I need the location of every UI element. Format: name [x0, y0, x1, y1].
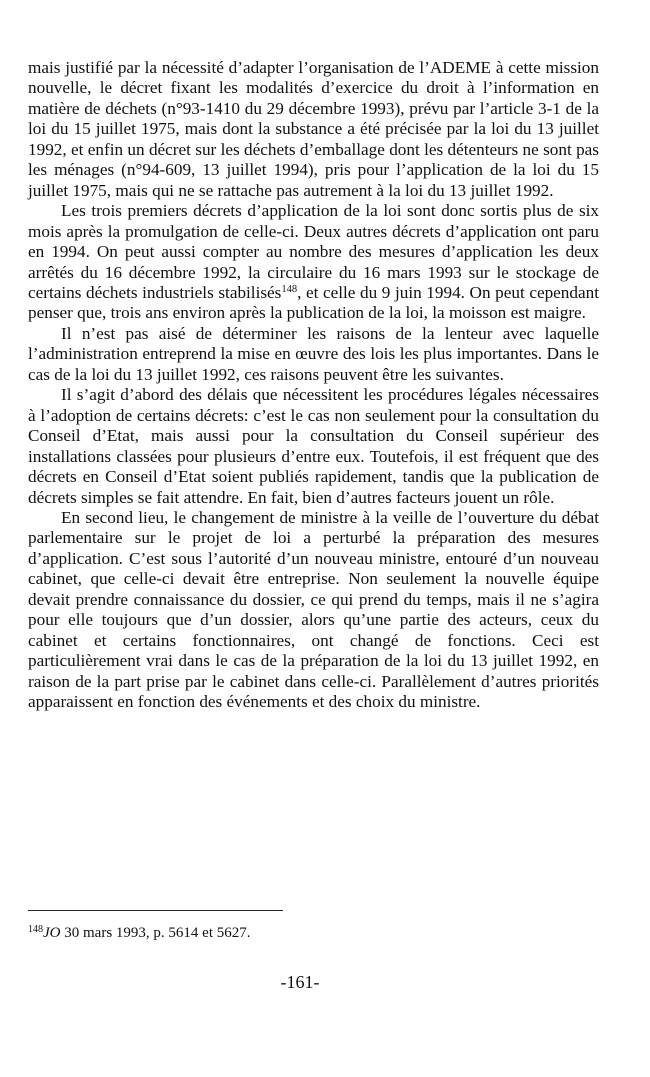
paragraph-3: Il n’est pas aisé de déterminer les raisons de la lenteur avec laquelle l’administration entreprend la mise en œuvre des lois les plus importantes. Dans le cas de la loi du 13 juillet 1992, ces raisons peuvent être les suivantes. [28, 323, 599, 384]
footnote-148 [28, 925, 250, 942]
paragraph-2 [28, 201, 599, 324]
paragraph-4: Il s’agit d’abord des délais que nécessitent les procédures légales nécessaires à l’adoption de certains décrets: c’est le cas non seulement pour la consultation du Conseil d’Etat, mais aussi pour la consultation du Conseil supérieur des installations classées pour plusieurs d’entre eux. Toutefois, il est fréquent que des décrets en Conseil d’Etat soient publiés rapidement, tandis que la publication de décrets simples se fait attendre. En fait, bien d’autres facteurs jouent un rôle. [28, 385, 599, 507]
paragraph-2-text-before: Les trois premiers décrets d’application de la loi sont donc sortis plus de six mois après la promulgation de celle-ci. Deux autres décrets d’application ont paru en 1994. On peut aussi compter au nombre des mesures d’application les deux arrêtés du 16 décembre 1992, la circulaire du 16 mars 1993 sur le stockage de certains déchets industriels stabilisés [28, 201, 599, 302]
paragraph-2-text-after: , et celle du 9 juin 1994. On peut cependant penser que, trois ans environ après la publication de la loi, la moisson est maigre. [28, 282, 599, 323]
footnote-text: 30 mars 1993, p. 5614 et 5627. [60, 925, 251, 941]
footnote-reference-148: 148 [281, 283, 298, 295]
page-body [28, 58, 599, 713]
page-number: -161- [280, 972, 320, 992]
footnote-number: 148 [28, 924, 43, 935]
paragraph-1: mais justifié par la nécessité d’adapter l’organisation de l’ADEME à cette mission nouvelle, le décret fixant les modalités d’exercice du droit à l’information en matière de déchets (n°93-1410 du 29 décembre 1993), prévu par l’article 3-1 de la loi du 15 juillet 1975, mais dont la substance a été précisée par la loi du 13 juillet 1992, et enfin un décret sur les déchets d’emballage dont les détenteurs ne sont pas les ménages (n°94-609, 13 juillet 1994), pris pour l’application de la loi du 15 juillet 1975, mais qui ne se rattache pas autrement à la loi du 13 juillet 1992. [28, 58, 599, 200]
footnote-source: JO [43, 925, 61, 941]
paragraph-5: En second lieu, le changement de ministre à la veille de l’ouverture du débat parlementaire sur le projet de loi a perturbé la préparation des mesures d’application. C’est sous l’autorité d’un nouveau ministre, entouré d’un nouveau cabinet, que celle-ci devait être entreprise. Non seulement la nouvelle équipe devait prendre connaissance du dossier, ce qui prend du temps, mais il ne s’agira pour elle toujours que d’un dossier, alors qu’une partie des acteurs, ceux du cabinet et certains fonctionnaires, ont changé de fonctions. Ceci est particulièrement vrai dans le cas de la préparation de la loi du 13 juillet 1992, en raison de la part prise par le cabinet dans celle-ci. Parallèlement d’autres priorités apparaissent en fonction des événements et des choix du ministre. [28, 507, 599, 712]
footnote-separator [28, 910, 283, 911]
